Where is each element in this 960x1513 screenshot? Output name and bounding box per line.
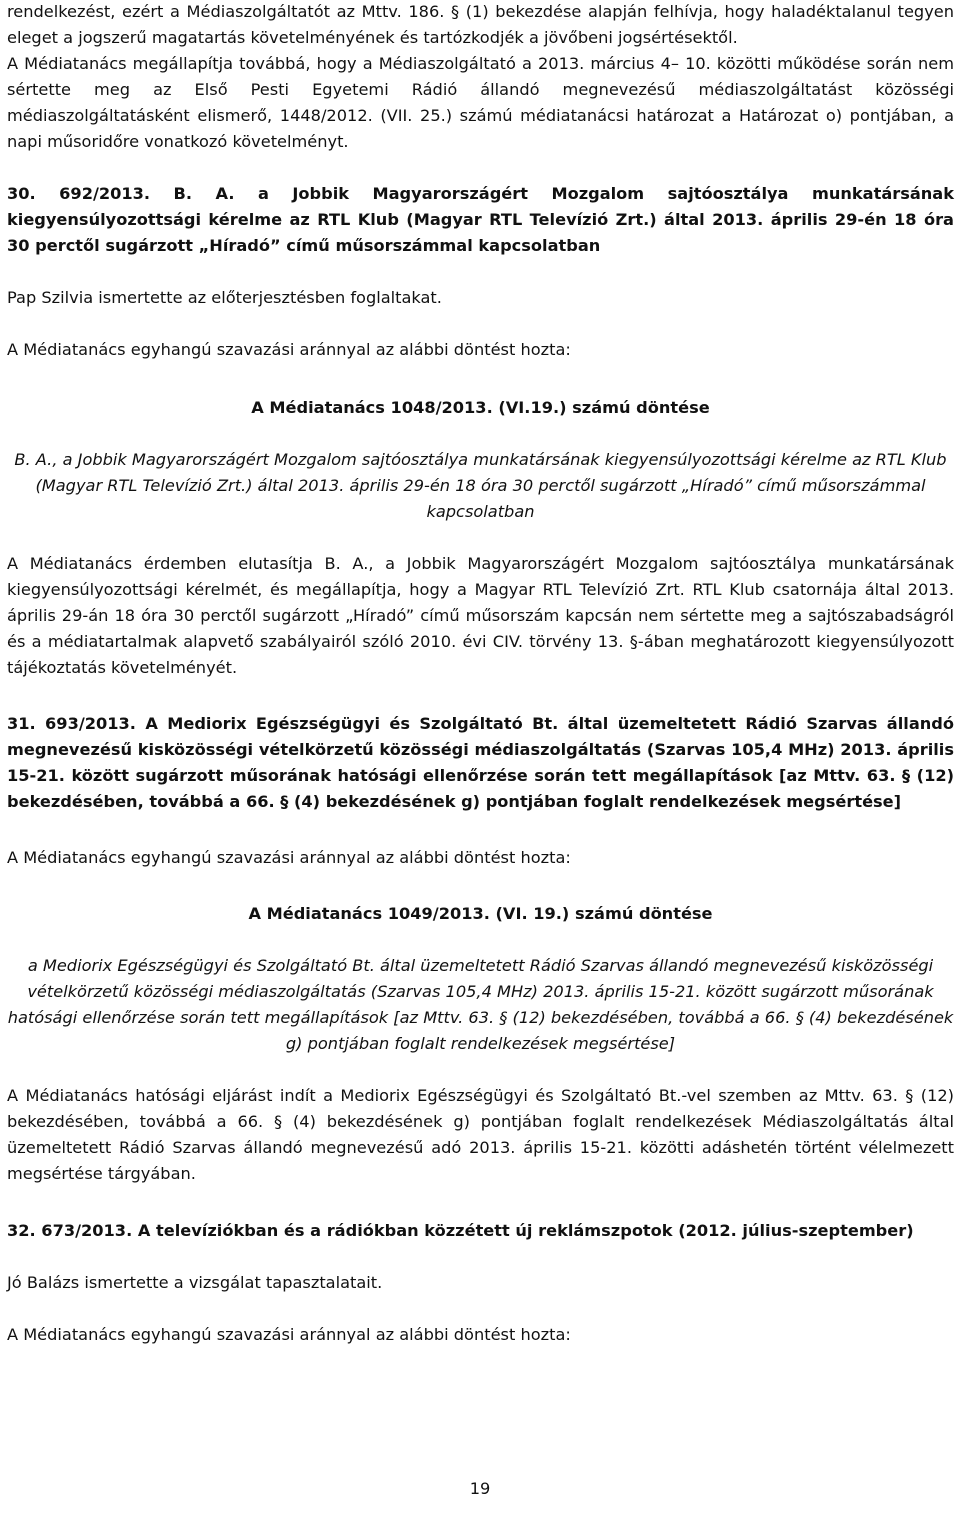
page-number: 19: [469, 1479, 491, 1498]
item-30-vote: A Médiatanács egyhangú szavazási aránnyal az alábbi döntést hozta:: [7, 340, 571, 359]
item-32-heading: 32. 673/2013. A televíziókban és a rádiókban közzétett új reklámszpotok (2012. július-szeptember): [7, 1221, 914, 1240]
item-30-heading: 30. 692/2013. B. A. a Jobbik Magyarországért Mozgalom sajtóosztálya munkatársának kiegyensúlyozottsági kérelme az RTL Klub (Magyar RTL Televízió Zrt.) által 2013. április 29-én 18 óra 30 perctől sugárzott „Híradó” című műsorszámmal kapcsolatban: [7, 184, 954, 255]
item-30-presenter: Pap Szilvia ismertette az előterjesztésben foglaltakat.: [7, 288, 442, 307]
intro-paragraph-1: rendelkezést, ezért a Médiaszolgáltatót az Mttv. 186. § (1) bekezdése alapján felhívja, hogy haladéktalanul tegyen eleget a jogszerű magatartás követelményének és tartózkodjék a jövőbeni jogsértésektől.: [7, 2, 954, 47]
item-31-vote: A Médiatanács egyhangú szavazási aránnyal az alábbi döntést hozta:: [7, 848, 571, 867]
item-31-heading: 31. 693/2013. A Mediorix Egészségügyi és Szolgáltató Bt. által üzemeltetett Rádió Szarvas állandó megnevezésű kisközösségi vételkörzetű közösségi médiaszolgáltatás (Szarvas 105,4 MHz) 2013. április 15-21. között sugárzott műsorának hatósági ellenőrzése során tett megállapítások [az Mttv. 63. § (12) bekezdésében, továbbá a 66. § (4) bekezdésének g) pontjában foglalt rendelkezések megsértése]: [7, 714, 954, 811]
item-30-decision-subject: B. A., a Jobbik Magyarországért Mozgalom sajtóosztálya munkatársának kiegyensúlyozottsági kérelme az RTL Klub (Magyar RTL Televízió Zrt.) által 2013. április 29-én 18 óra 30 perctől sugárzott „Híradó” című műsorszámmal kapcsolatban: [14, 450, 947, 521]
item-32-presenter: Jó Balázs ismertette a vizsgálat tapasztalatait.: [7, 1273, 383, 1292]
item-30-decision-title: A Médiatanács 1048/2013. (VI.19.) számú döntése: [251, 398, 710, 417]
item-31-decision-text: A Médiatanács hatósági eljárást indít a Mediorix Egészségügyi és Szolgáltató Bt.-vel szemben az Mttv. 63. § (12) bekezdésében, továbbá a 66. § (4) bekezdésének g) pontjában foglalt rendelkezések Médiaszolgáltatás által üzemeltetett Rádió Szarvas állandó megnevezésű adó 2013. április 15-21. közötti adáshetén történt vélelmezett megsértése tárgyában.: [7, 1086, 954, 1183]
item-30-decision-text: A Médiatanács érdemben elutasítja B. A., a Jobbik Magyarországért Mozgalom sajtóosztálya munkatársának kiegyensúlyozottsági kérelmét, és megállapítja, hogy a Magyar RTL Televízió Zrt. RTL Klub csatornája által 2013. április 29-án 18 óra 30 perctől sugárzott „Híradó” című műsorszám kapcsán nem sértette meg a sajtószabadságról és a médiatartalmak alapvető szabályairól szóló 2010. évi CIV. törvény 13. §-ában meghatározott kiegyensúlyozott tájékoztatás követelményét.: [7, 554, 954, 677]
item-31-decision-subject: a Mediorix Egészségügyi és Szolgáltató Bt. által üzemeltetett Rádió Szarvas állandó megnevezésű kisközösségi vételkörzetű közösségi médiaszolgáltatás (Szarvas 105,4 MHz) 2013. április 15-21. között sugárzott műsorának hatósági ellenőrzése során tett megállapítások [az Mttv. 63. § (12) bekezdésében, továbbá a 66. § (4) bekezdésének g) pontjában foglalt rendelkezések megsértése]: [7, 956, 954, 1053]
item-31-decision-title: A Médiatanács 1049/2013. (VI. 19.) számú döntése: [248, 904, 713, 923]
item-32-vote: A Médiatanács egyhangú szavazási aránnyal az alábbi döntést hozta:: [7, 1325, 571, 1344]
intro-paragraph-2: A Médiatanács megállapítja továbbá, hogy a Médiaszolgáltató a 2013. március 4– 10. közötti működése során nem sértette meg az Első Pesti Egyetemi Rádió állandó megnevezésű médiaszolgáltatást közösségi médiaszolgáltatásként elismerő, 1448/2012. (VII. 25.) számú médiatanácsi határozat a Határozat o) pontjában, a napi műsoridőre vonatkozó követelményt.: [7, 54, 954, 151]
